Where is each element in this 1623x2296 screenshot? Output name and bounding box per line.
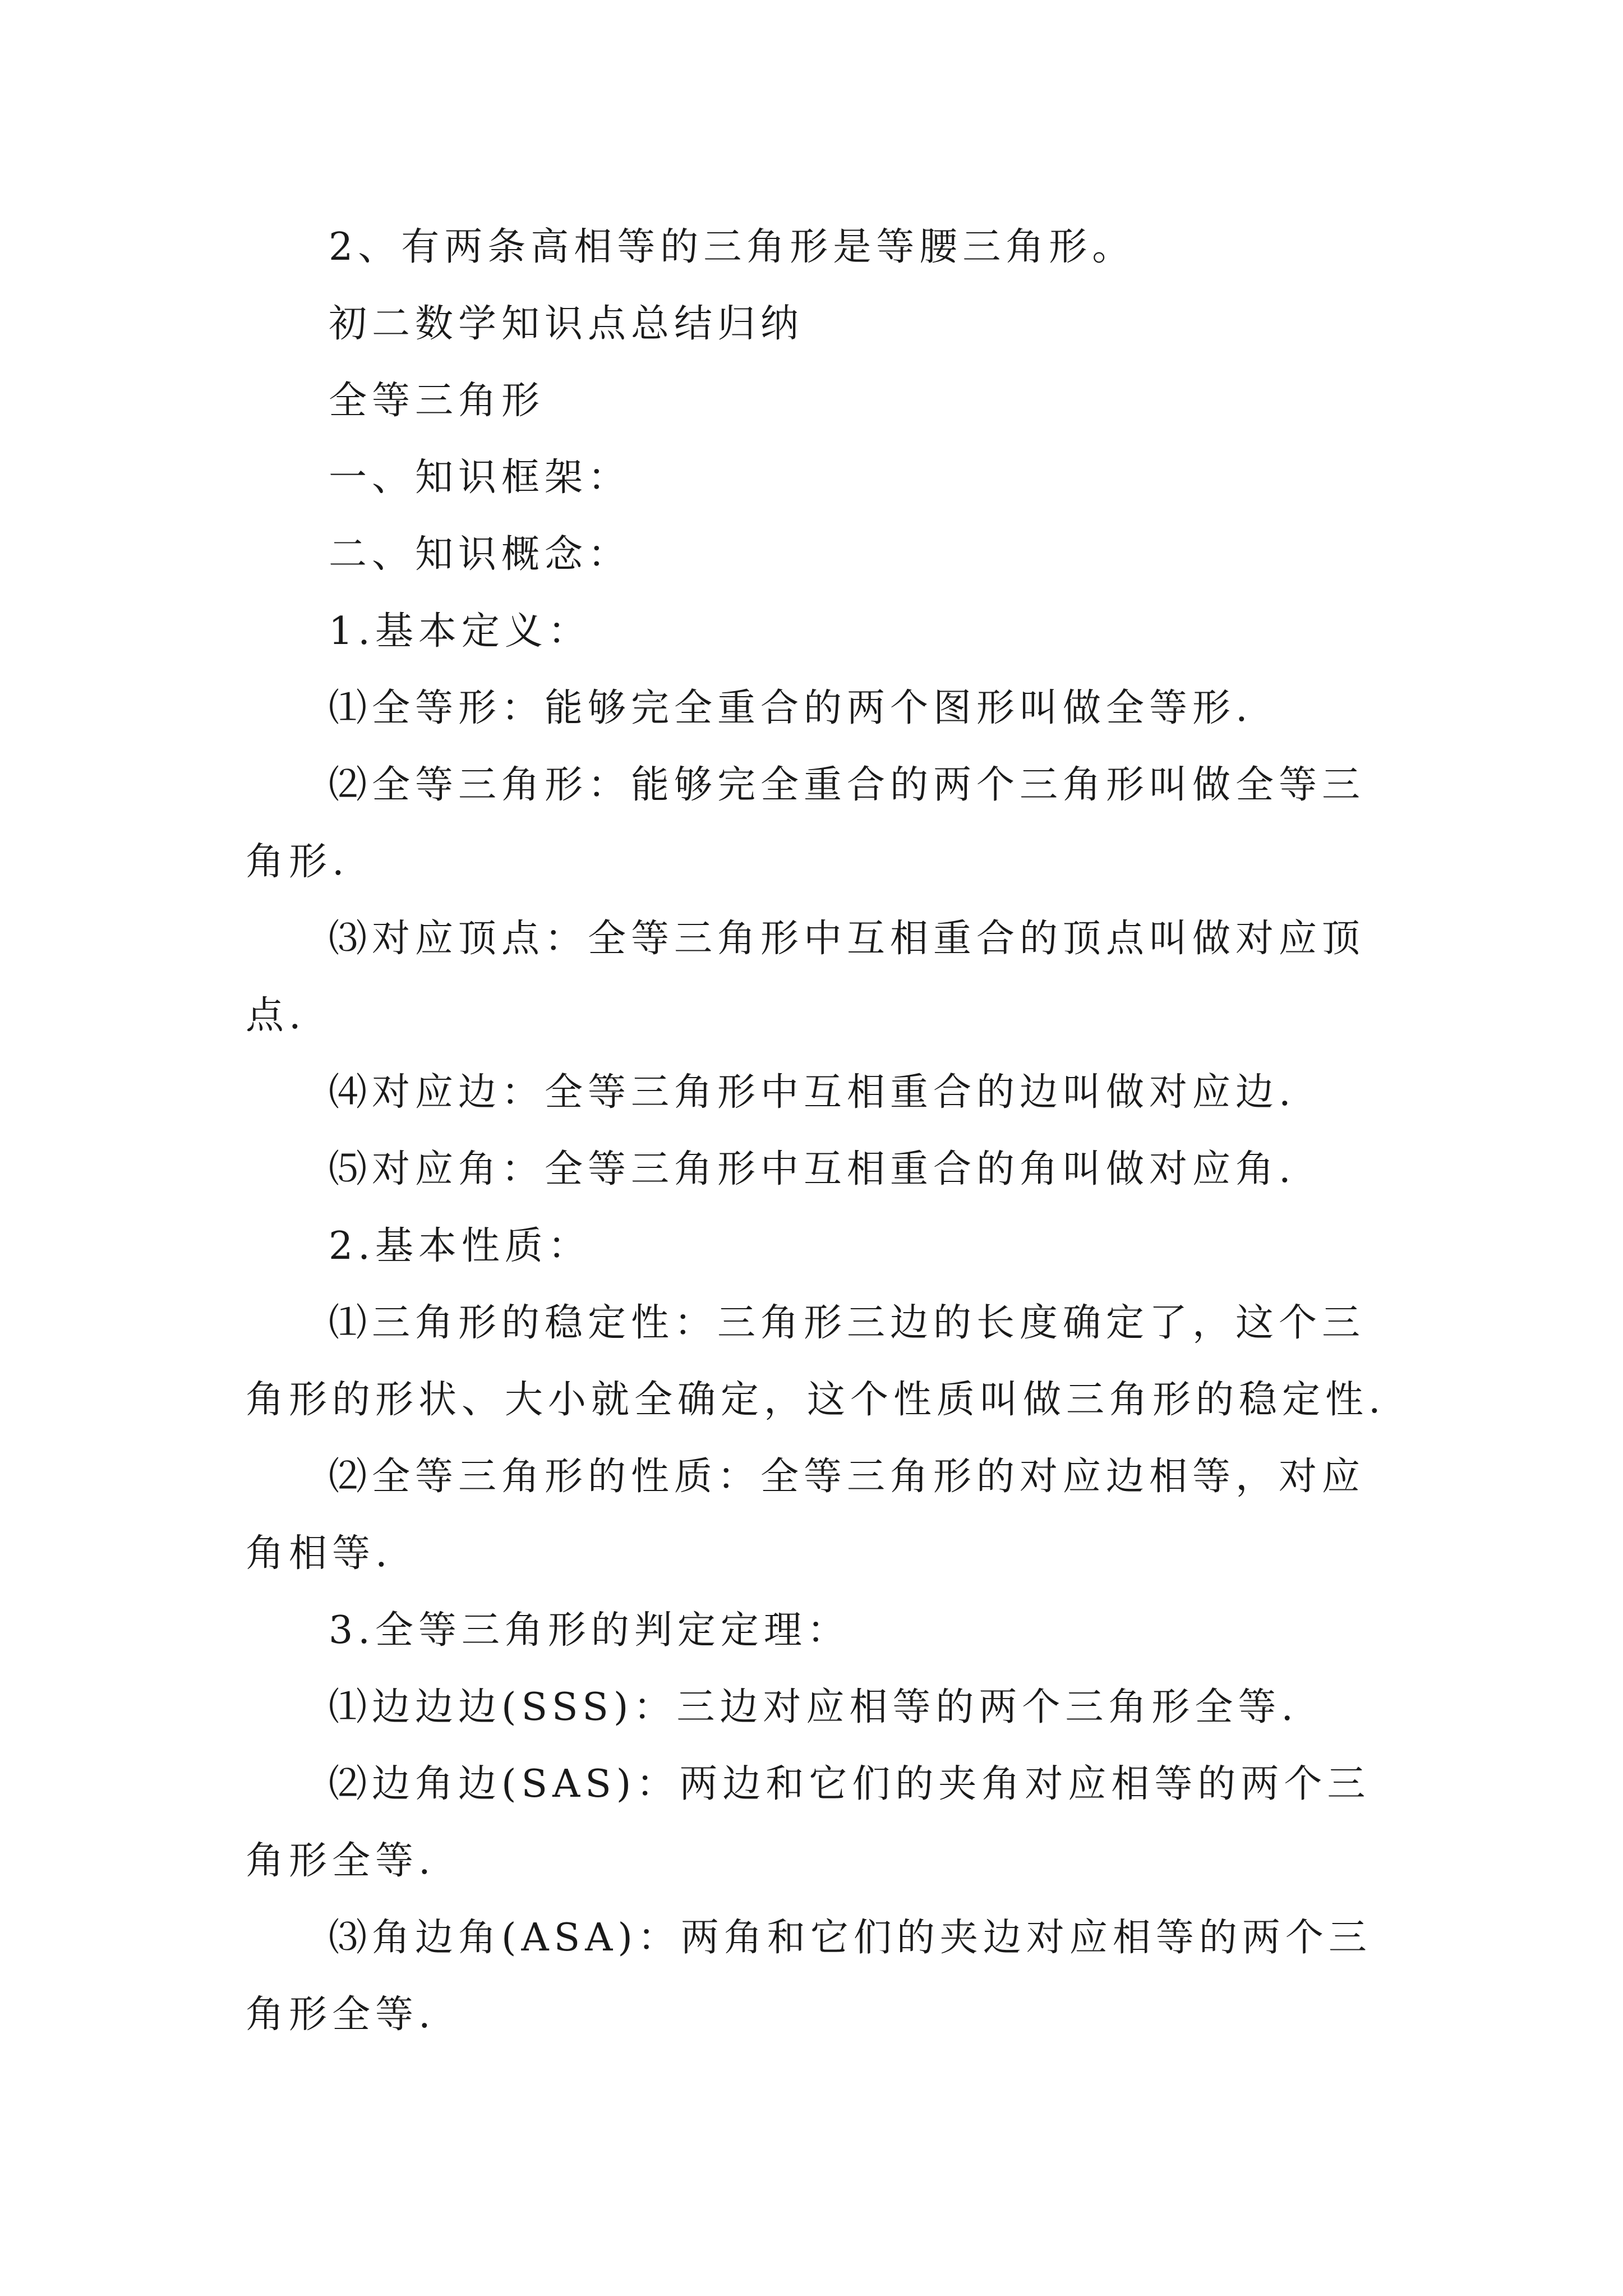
paragraph-basic-definitions: 1.基本定义： [329,609,591,654]
paragraph-def-corresponding-vertices: ⑶对应顶点：全等三角形中互相重合的顶点叫做对应顶点. [246,917,1366,1038]
paragraph-prop-stability: ⑴三角形的稳定性：三角形三边的长度确定了，这个三角形的形状、大小就全确定，这个性质叫做三角形的稳定性. [246,1301,1386,1422]
paragraph-theorem-sss: ⑴边边边(SSS)：三边对应相等的两个三角形全等. [329,1685,1299,1729]
paragraph-theorem-asa: ⑶角边角(ASA)：两角和它们的夹边对应相等的两个三角形全等. [246,1916,1372,2037]
paragraph-judgment-theorems: 3.全等三角形的判定定理： [329,1608,850,1653]
paragraph-basic-properties: 2.基本性质： [329,1224,591,1268]
paragraph-knowledge-concepts: 二、知识概念： [329,532,631,577]
paragraph-knowledge-framework: 一、知识框架： [329,455,631,500]
paragraph-def-corresponding-angles: ⑸对应角：全等三角形中互相重合的角叫做对应角. [329,1147,1296,1191]
document-body [246,209,1395,2053]
paragraph-topic-heading: 全等三角形 [329,379,545,423]
paragraph-prop-congruent-triangles: ⑵全等三角形的性质：全等三角形的对应边相等，对应角相等. [246,1455,1366,1576]
paragraph-def-congruent-triangles: ⑵全等三角形：能够完全重合的两个三角形叫做全等三角形. [246,763,1366,884]
paragraph-def-congruent-figures: ⑴全等形：能够完全重合的两个图形叫做全等形. [329,686,1253,730]
paragraph-theorem-sas: ⑵边角边(SAS)：两边和它们的夹角对应相等的两个三角形全等. [246,1762,1371,1883]
paragraph-isosceles-note: 2、有两条高相等的三角形是等腰三角形。 [329,225,1136,269]
paragraph-section-title: 初二数学知识点总结归纳 [329,302,804,346]
paragraph-def-corresponding-sides: ⑷对应边：全等三角形中互相重合的边叫做对应边. [329,1070,1296,1115]
